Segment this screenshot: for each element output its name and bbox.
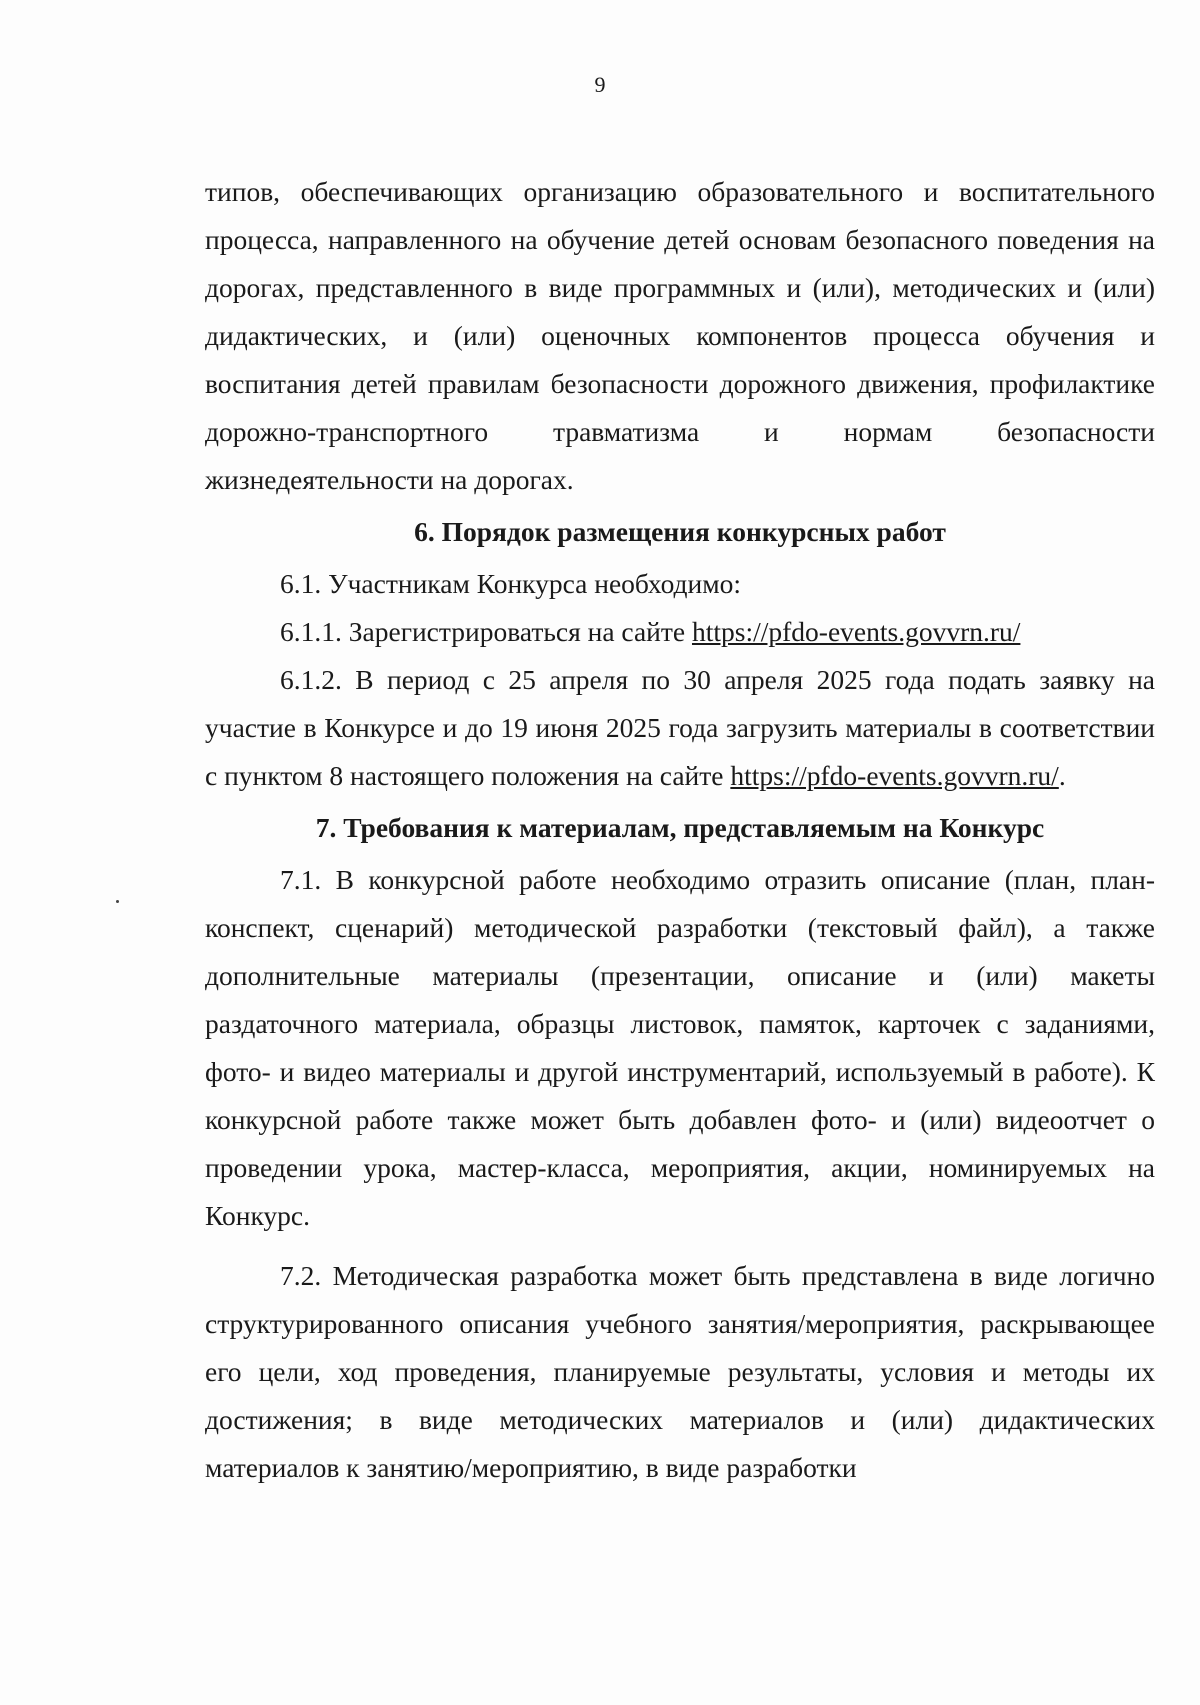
paragraph-7-2: 7.2. Методическая разработка может быть представлена в виде логично структурированного описания учебного занятия/мероприятия, раскрывающее его цели, ход проведения, планируемые результаты, условия и методы их достижения; в виде методических материалов и (или) дидактических материалов к занятию/мероприятию, в виде разработки: [205, 1260, 1155, 1483]
page-number: 9: [594, 72, 606, 97]
paragraph-6-1-2-text: 6.1.2. В период с 25 апреля по 30 апреля 2025 года подать заявку на участие в Конкурсе и до 19 июня 2025 года загрузить материалы в соответствии с пунктом 8 настоящего положения на сайте: [205, 664, 1155, 791]
upload-link[interactable]: https://pfdo-events.govvrn.ru/: [730, 760, 1059, 791]
paragraph-6-1: 6.1. Участникам Конкурса необходимо:: [280, 568, 742, 599]
section-7-heading: 7. Требования к материалам, представляемым на Конкурс: [315, 812, 1045, 843]
paragraph-7-1: 7.1. В конкурсной работе необходимо отразить описание (план, план-конспект, сценарий) методической разработки (текстовый файл), а также дополнительные материалы (презентации, описание и (или) макеты раздаточного материала, образцы листовок, памяток, карточек с заданиями, фото- и видео материалы и другой инструментарий, используемый в работе). К конкурсной работе также может быть добавлен фото- и (или) видеоотчет о проведении урока, мастер-класса, мероприятия, акции, номинируемых на Конкурс.: [205, 864, 1155, 1231]
document-body: [205, 168, 1155, 1492]
scan-artifact: [116, 900, 119, 903]
paragraph-gap: [205, 1240, 1155, 1252]
paragraph-6-1-2: [205, 656, 1155, 800]
paragraph-continuation: типов, обеспечивающих организацию образовательного и воспитательного процесса, направленного на обучение детей основам безопасного поведения на дорогах, представленного в виде программных и (или), методических и (или) дидактических, и (или) оценочных компонентов процесса обучения и воспитания детей правилам безопасности дорожного движения, профилактике дорожно-транспортного травматизма и нормам безопасности жизнедеятельности на дорогах.: [205, 176, 1155, 495]
section-6-heading: 6. Порядок размещения конкурсных работ: [414, 516, 946, 547]
registration-link[interactable]: https://pfdo-events.govvrn.ru/: [691, 616, 1021, 647]
paragraph-6-1-1-text: 6.1.1. Зарегистрироваться на сайте: [280, 616, 692, 647]
paragraph-6-1-1: [205, 608, 1155, 656]
paragraph-6-1-2-end: .: [1058, 760, 1066, 791]
